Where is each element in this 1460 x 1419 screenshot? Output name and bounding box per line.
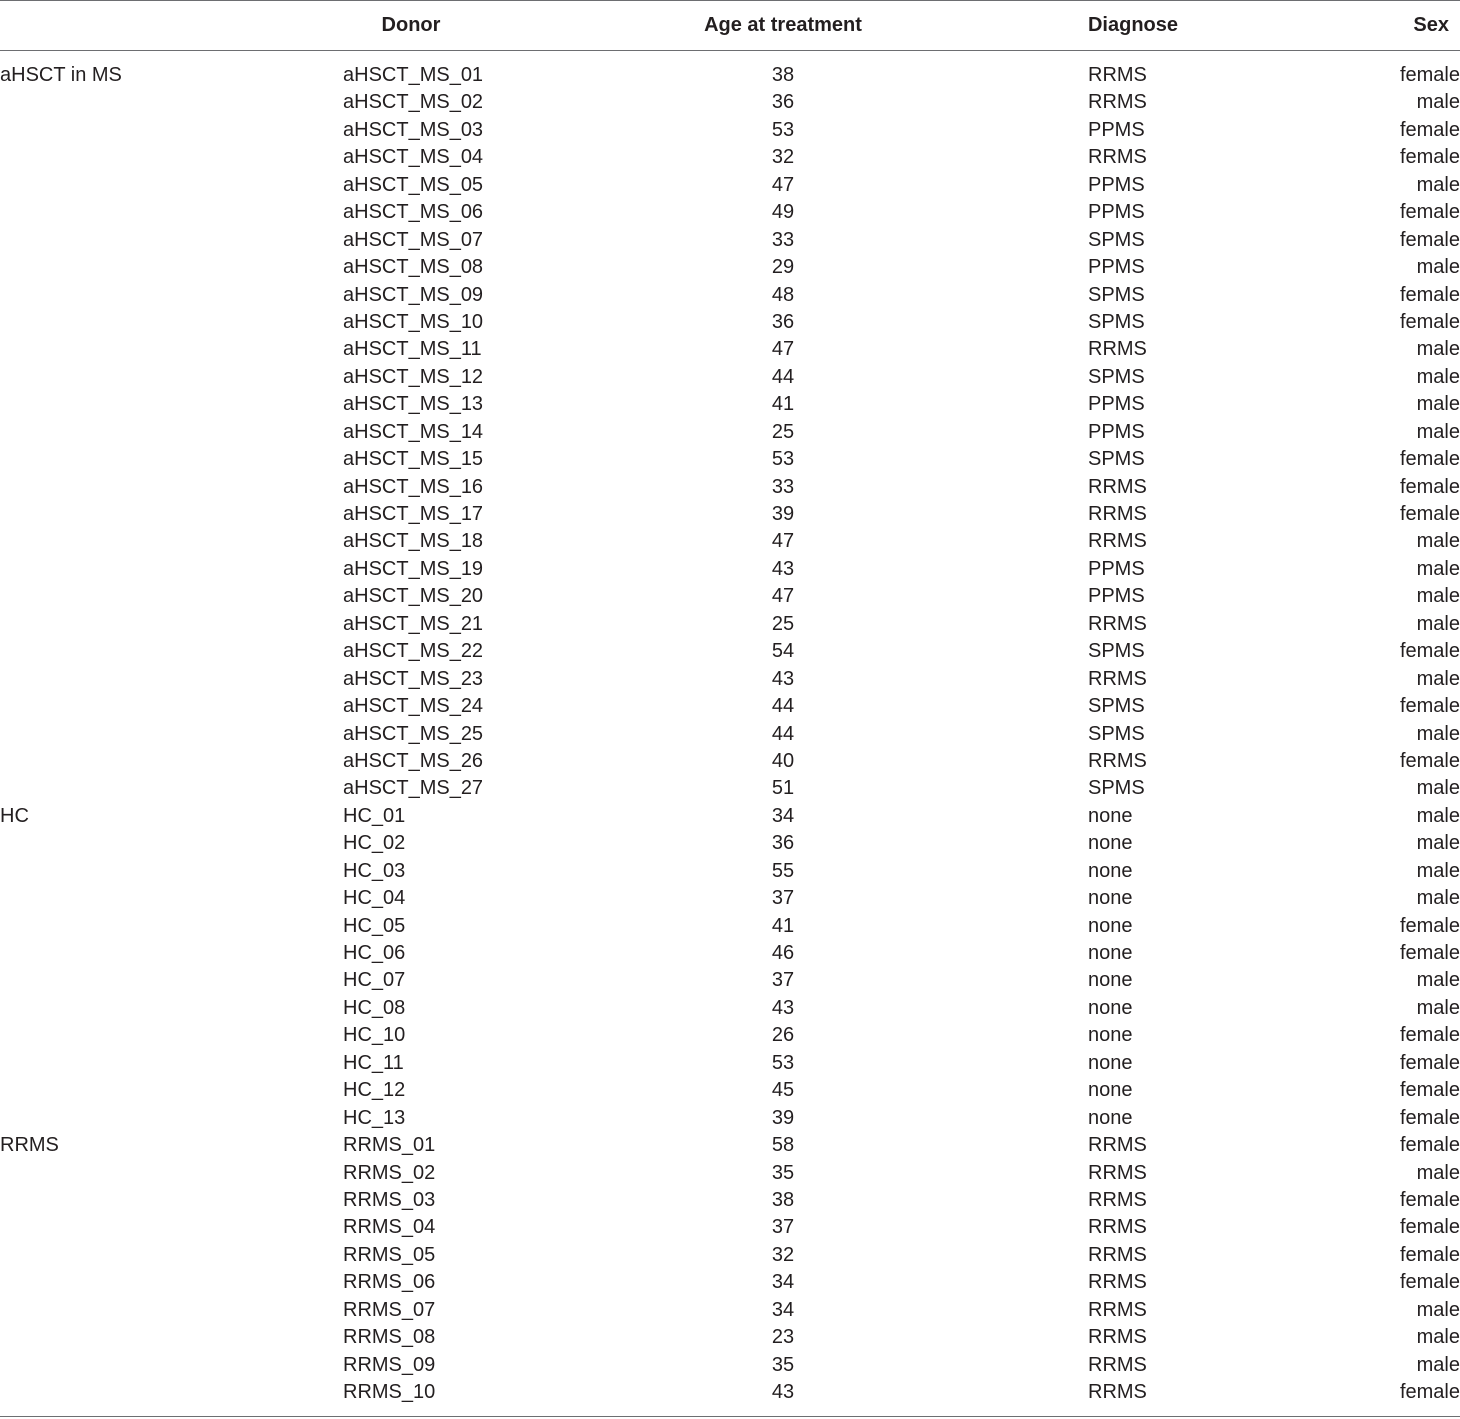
cell-sex: male [1416, 667, 1460, 690]
cell-sex: female [1399, 448, 1460, 471]
cell-age: 32 [771, 146, 795, 169]
table-row [0, 1050, 1460, 1077]
cell-diagnose: none [1088, 914, 1133, 937]
cell-age: 33 [771, 475, 795, 498]
cell-age: 25 [771, 612, 795, 635]
cell-donor: HC_06 [343, 942, 406, 964]
cell-donor: aHSCT_MS_18 [343, 530, 484, 553]
cell-sex: male [1416, 612, 1460, 635]
table-row [0, 913, 1460, 940]
cell-sex: female [1399, 118, 1460, 141]
cell-age: 46 [771, 942, 795, 964]
table-row [0, 995, 1460, 1022]
table-row [0, 1160, 1460, 1187]
cell-age: 51 [771, 777, 795, 800]
cell-diagnose: RRMS [1088, 749, 1147, 772]
cell-sex: female [1399, 1106, 1460, 1129]
cell-donor: HC_03 [343, 859, 406, 882]
cell-diagnose: none [1088, 1024, 1133, 1047]
table-header-row [0, 0, 1460, 50]
cell-diagnose: RRMS [1088, 91, 1147, 114]
table-row [0, 89, 1460, 116]
cell-sex: female [1399, 640, 1460, 663]
table-row [0, 803, 1460, 830]
cell-diagnose: RRMS [1088, 1188, 1147, 1211]
cell-donor: aHSCT_MS_22 [343, 640, 484, 663]
cell-age: 38 [771, 1188, 795, 1211]
header-age: Age at treatment [704, 14, 862, 36]
cell-diagnose: PPMS [1088, 585, 1145, 608]
cell-donor: HC_08 [343, 996, 406, 1019]
cell-diagnose: PPMS [1088, 557, 1145, 580]
cell-donor: RRMS_06 [343, 1271, 436, 1294]
cell-age: 43 [771, 667, 795, 690]
cell-diagnose: SPMS [1088, 448, 1145, 471]
cell-sex: female [1399, 1188, 1460, 1211]
cell-sex: male [1416, 338, 1460, 361]
cell-sex: female [1399, 310, 1460, 333]
cell-sex: female [1399, 1271, 1460, 1294]
cell-sex: male [1416, 804, 1460, 827]
cell-age: 33 [771, 228, 795, 251]
cell-diagnose: RRMS [1088, 667, 1147, 690]
cell-donor: aHSCT_MS_19 [343, 557, 484, 580]
cell-donor: aHSCT_MS_12 [343, 365, 484, 388]
cell-donor: HC_13 [343, 1106, 406, 1129]
cell-sex: female [1399, 283, 1460, 306]
cell-sex: male [1416, 722, 1460, 745]
cell-diagnose: none [1088, 1079, 1133, 1102]
table-row [0, 391, 1460, 418]
table-bottom-rule [0, 1416, 1460, 1417]
table-row [0, 1324, 1460, 1351]
cell-donor: aHSCT_MS_09 [343, 283, 484, 306]
cell-age: 34 [771, 1271, 795, 1294]
cell-sex: male [1416, 887, 1460, 910]
cell-donor: aHSCT_MS_16 [343, 475, 484, 498]
table-row [0, 172, 1460, 199]
cell-donor: aHSCT_MS_04 [343, 146, 484, 169]
cell-donor: aHSCT_MS_01 [343, 64, 484, 86]
cell-age: 44 [771, 365, 795, 388]
cell-age: 45 [771, 1079, 795, 1102]
table-row [0, 721, 1460, 748]
cell-age: 36 [771, 832, 795, 855]
cell-sex: male [1416, 1353, 1460, 1376]
cell-sex: female [1399, 1134, 1460, 1157]
cell-diagnose: RRMS [1088, 1381, 1147, 1403]
cell-donor: HC_11 [343, 1051, 404, 1074]
cell-sex: female [1399, 503, 1460, 525]
table-row [0, 858, 1460, 885]
cell-age: 44 [771, 695, 795, 718]
cell-diagnose: SPMS [1088, 283, 1145, 306]
cell-age: 54 [771, 640, 795, 663]
cell-age: 53 [771, 1051, 795, 1074]
table-row [0, 501, 1460, 528]
cell-sex: male [1416, 859, 1460, 882]
cell-donor: aHSCT_MS_07 [343, 228, 484, 251]
cell-sex: female [1399, 146, 1460, 169]
cell-sex: female [1399, 201, 1460, 224]
cell-donor: aHSCT_MS_14 [343, 420, 484, 443]
cell-age: 36 [771, 91, 795, 114]
table-row [0, 830, 1460, 857]
cell-sex: female [1399, 914, 1460, 937]
cell-donor: HC_02 [343, 832, 406, 855]
cell-age: 48 [771, 283, 795, 306]
cell-sex: male [1416, 557, 1460, 580]
cell-group: RRMS [0, 1134, 59, 1157]
cell-sex: male [1416, 1298, 1460, 1321]
table-row [0, 666, 1460, 693]
table-row [0, 419, 1460, 446]
cell-donor: aHSCT_MS_21 [343, 612, 484, 635]
cell-sex: female [1399, 64, 1460, 86]
table-body [0, 62, 1460, 1406]
cell-age: 23 [771, 1326, 795, 1349]
table-row [0, 336, 1460, 363]
cell-donor: RRMS_04 [343, 1216, 436, 1239]
cell-age: 39 [771, 1106, 795, 1129]
cell-diagnose: RRMS [1088, 1216, 1147, 1239]
cell-diagnose: RRMS [1088, 612, 1147, 635]
cell-age: 41 [771, 914, 795, 937]
table-row [0, 1022, 1460, 1049]
cell-age: 32 [771, 1243, 795, 1266]
table-row [0, 1214, 1460, 1241]
cell-age: 37 [771, 969, 795, 992]
cell-age: 58 [771, 1134, 795, 1157]
cell-age: 34 [771, 804, 795, 827]
table-row [0, 117, 1460, 144]
cell-diagnose: RRMS [1088, 1161, 1147, 1184]
cell-age: 26 [771, 1024, 795, 1047]
cell-donor: RRMS_03 [343, 1188, 436, 1211]
header-donor: Donor [381, 14, 441, 36]
cell-diagnose: RRMS [1088, 1243, 1147, 1266]
cell-diagnose: none [1088, 969, 1133, 992]
cell-age: 39 [771, 503, 795, 525]
cell-diagnose: none [1088, 996, 1133, 1019]
cell-age: 37 [771, 887, 795, 910]
cell-age: 47 [771, 585, 795, 608]
table-row [0, 556, 1460, 583]
cell-age: 44 [771, 722, 795, 745]
cell-age: 29 [771, 256, 795, 279]
table-row [0, 611, 1460, 638]
cell-sex: male [1416, 1326, 1460, 1349]
table-row [0, 282, 1460, 309]
table-row [0, 1352, 1460, 1379]
cell-donor: aHSCT_MS_27 [343, 777, 484, 800]
cell-donor: aHSCT_MS_24 [343, 695, 484, 718]
table-row [0, 144, 1460, 171]
cell-sex: female [1399, 1079, 1460, 1102]
cell-diagnose: SPMS [1088, 695, 1145, 718]
cell-donor: aHSCT_MS_13 [343, 393, 484, 416]
cell-donor: HC_10 [343, 1024, 406, 1047]
cell-age: 34 [771, 1298, 795, 1321]
cell-diagnose: RRMS [1088, 1271, 1147, 1294]
cell-diagnose: SPMS [1088, 640, 1145, 663]
table-row [0, 309, 1460, 336]
cell-diagnose: none [1088, 859, 1133, 882]
cell-age: 35 [771, 1353, 795, 1376]
cell-diagnose: RRMS [1088, 530, 1147, 553]
cell-donor: HC_07 [343, 969, 406, 992]
table-row [0, 474, 1460, 501]
cell-diagnose: SPMS [1088, 722, 1145, 745]
table-row [0, 199, 1460, 226]
cell-sex: male [1416, 530, 1460, 553]
table-row [0, 967, 1460, 994]
cell-diagnose: none [1088, 887, 1133, 910]
cell-donor: aHSCT_MS_08 [343, 256, 484, 279]
cell-age: 37 [771, 1216, 795, 1239]
cell-age: 47 [771, 530, 795, 553]
cell-sex: male [1416, 832, 1460, 855]
table-row [0, 446, 1460, 473]
cell-donor: RRMS_02 [343, 1161, 436, 1184]
table-row [0, 775, 1460, 802]
cell-donor: aHSCT_MS_25 [343, 722, 484, 745]
cell-donor: aHSCT_MS_17 [343, 503, 484, 525]
header-sex: Sex [1413, 14, 1449, 36]
cell-diagnose: PPMS [1088, 118, 1145, 141]
cell-age: 43 [771, 557, 795, 580]
cell-donor: HC_01 [343, 804, 406, 827]
cell-sex: male [1416, 1161, 1460, 1184]
cell-age: 35 [771, 1161, 795, 1184]
cell-sex: male [1416, 256, 1460, 279]
cell-diagnose: RRMS [1088, 503, 1147, 525]
cell-age: 40 [771, 749, 795, 772]
cell-donor: aHSCT_MS_15 [343, 448, 484, 471]
cell-sex: male [1416, 969, 1460, 992]
cell-donor: aHSCT_MS_10 [343, 310, 484, 333]
cell-age: 53 [771, 448, 795, 471]
cell-diagnose: RRMS [1088, 475, 1147, 498]
cell-age: 36 [771, 310, 795, 333]
cell-sex: male [1416, 420, 1460, 443]
table-row [0, 638, 1460, 665]
table-row [0, 1077, 1460, 1104]
cell-sex: female [1399, 228, 1460, 251]
table-row [0, 1105, 1460, 1132]
cell-age: 49 [771, 201, 795, 224]
cell-age: 38 [771, 64, 795, 86]
cell-diagnose: SPMS [1088, 310, 1145, 333]
cell-diagnose: PPMS [1088, 420, 1145, 443]
table-row [0, 1269, 1460, 1296]
cell-sex: female [1399, 1024, 1460, 1047]
table-row [0, 227, 1460, 254]
cell-sex: male [1416, 996, 1460, 1019]
cell-donor: aHSCT_MS_26 [343, 749, 484, 772]
cell-diagnose: SPMS [1088, 777, 1145, 800]
cell-donor: aHSCT_MS_03 [343, 118, 484, 141]
cell-donor: RRMS_08 [343, 1326, 436, 1349]
cell-age: 53 [771, 118, 795, 141]
cell-diagnose: SPMS [1088, 365, 1145, 388]
cell-donor: aHSCT_MS_23 [343, 667, 484, 690]
cell-sex: male [1416, 393, 1460, 416]
cell-donor: aHSCT_MS_05 [343, 173, 484, 196]
table-row [0, 528, 1460, 555]
cell-sex: female [1399, 1051, 1460, 1074]
cell-donor: RRMS_05 [343, 1243, 436, 1266]
cell-age: 47 [771, 173, 795, 196]
cell-age: 55 [771, 859, 795, 882]
cell-diagnose: PPMS [1088, 201, 1145, 224]
table-row [0, 940, 1460, 967]
cell-diagnose: RRMS [1088, 1134, 1147, 1157]
cell-sex: male [1416, 173, 1460, 196]
cell-diagnose: none [1088, 1051, 1133, 1074]
cell-donor: HC_12 [343, 1079, 406, 1102]
cell-diagnose: RRMS [1088, 1326, 1147, 1349]
cell-donor: RRMS_07 [343, 1298, 436, 1321]
cell-sex: female [1399, 1243, 1460, 1266]
cell-diagnose: PPMS [1088, 393, 1145, 416]
cell-age: 41 [771, 393, 795, 416]
table-row [0, 1297, 1460, 1324]
cell-donor: aHSCT_MS_06 [343, 201, 484, 224]
cell-donor: HC_05 [343, 914, 406, 937]
table-row [0, 748, 1460, 775]
table-row [0, 583, 1460, 610]
cell-sex: female [1399, 1381, 1460, 1403]
header-diagnose: Diagnose [1087, 14, 1179, 36]
cell-diagnose: PPMS [1088, 256, 1145, 279]
cell-donor: RRMS_01 [343, 1134, 436, 1157]
table-row [0, 62, 1460, 89]
cell-age: 47 [771, 338, 795, 361]
cell-donor: RRMS_09 [343, 1353, 436, 1376]
cell-diagnose: none [1088, 804, 1133, 827]
cell-donor: RRMS_10 [343, 1381, 436, 1403]
table-header-rule [0, 50, 1460, 51]
cell-sex: male [1416, 585, 1460, 608]
cell-donor: aHSCT_MS_11 [343, 338, 482, 361]
cell-sex: male [1416, 777, 1460, 800]
cell-diagnose: RRMS [1088, 146, 1147, 169]
cell-age: 43 [771, 1381, 795, 1403]
cell-sex: female [1399, 749, 1460, 772]
cell-diagnose: none [1088, 942, 1133, 964]
cell-diagnose: SPMS [1088, 228, 1145, 251]
table-row [0, 693, 1460, 720]
cell-group: aHSCT in MS [0, 64, 122, 86]
cell-age: 25 [771, 420, 795, 443]
table-row [0, 1132, 1460, 1159]
table-row [0, 254, 1460, 281]
cell-sex: female [1399, 695, 1460, 718]
cell-sex: male [1416, 91, 1460, 114]
cell-sex: female [1399, 1216, 1460, 1239]
cell-diagnose: PPMS [1088, 173, 1145, 196]
table-row [0, 1187, 1460, 1214]
table-row [0, 1242, 1460, 1269]
table-row [0, 885, 1460, 912]
table-row [0, 1379, 1460, 1406]
cell-diagnose: RRMS [1088, 1353, 1147, 1376]
cell-group: HC [0, 804, 29, 827]
cell-diagnose: none [1088, 832, 1133, 855]
cell-diagnose: RRMS [1088, 1298, 1147, 1321]
table-row [0, 364, 1460, 391]
cell-diagnose: RRMS [1088, 64, 1147, 86]
cell-sex: male [1416, 365, 1460, 388]
cell-age: 43 [771, 996, 795, 1019]
cell-donor: aHSCT_MS_02 [343, 91, 484, 114]
cell-diagnose: RRMS [1088, 338, 1147, 361]
cell-sex: female [1399, 475, 1460, 498]
cell-donor: HC_04 [343, 887, 406, 910]
cell-diagnose: none [1088, 1106, 1133, 1129]
cell-sex: female [1399, 942, 1460, 964]
cell-donor: aHSCT_MS_20 [343, 585, 484, 608]
